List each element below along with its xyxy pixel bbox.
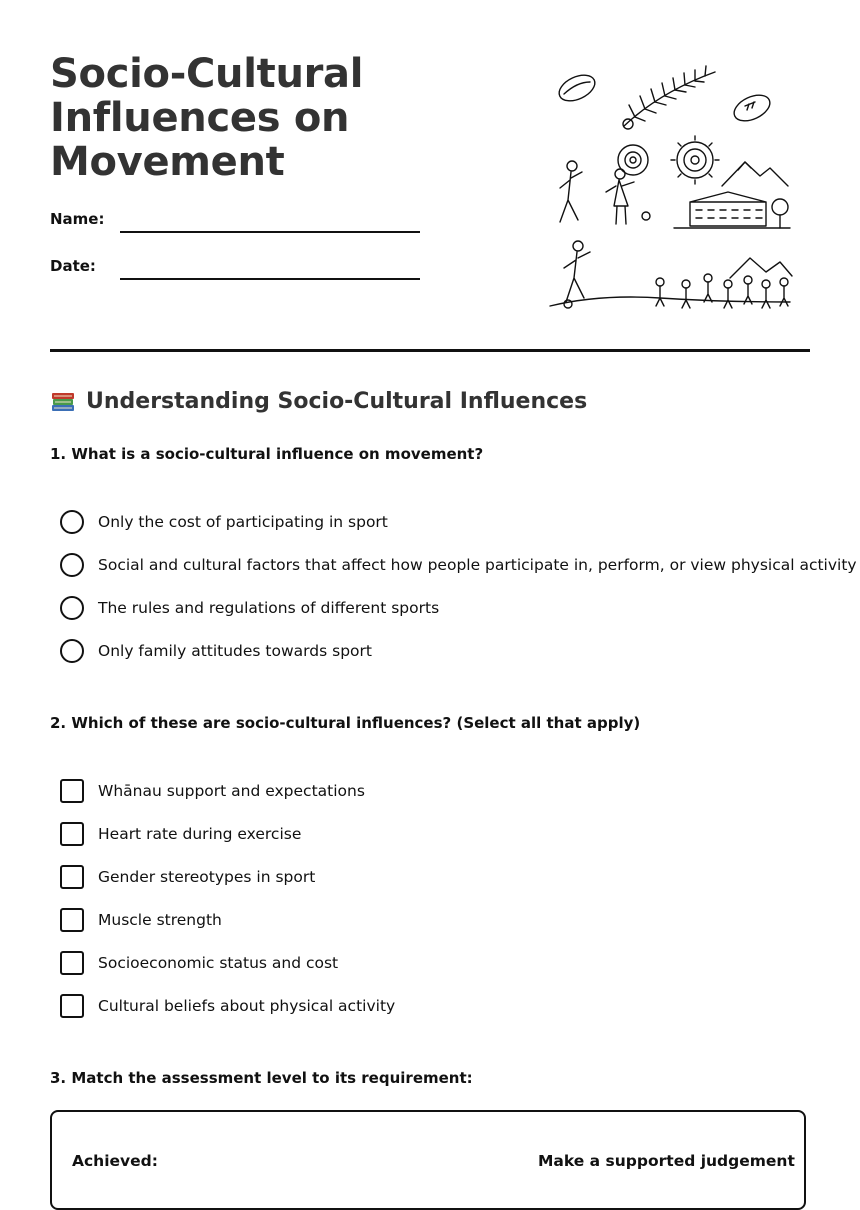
checkbox[interactable] xyxy=(60,951,84,975)
silver-fern-icon xyxy=(623,66,715,129)
date-label: Date: xyxy=(50,257,96,275)
option-label: Gender stereotypes in sport xyxy=(98,868,316,886)
q1-option[interactable] xyxy=(60,553,857,577)
q1-option[interactable] xyxy=(60,510,388,534)
question-1: 1. What is a socio-cultural influence on movement? xyxy=(50,445,484,463)
koru-medallion-icon xyxy=(618,145,648,175)
match-right-item[interactable]: Make a supported judgement xyxy=(538,1152,795,1170)
checkbox[interactable] xyxy=(60,822,84,846)
divider xyxy=(50,349,810,352)
match-left-item[interactable]: Achieved: xyxy=(72,1152,158,1170)
option-label: Muscle strength xyxy=(98,911,222,929)
rugby-ball-icon xyxy=(555,70,599,106)
option-label: Social and cultural factors that affect how people participate in, perform, or view physical activity xyxy=(98,556,857,574)
option-label: Only family attitudes towards sport xyxy=(98,642,372,660)
children-group-icon xyxy=(656,274,788,308)
hiking-person-icon xyxy=(564,241,590,308)
soccer-ball-icon xyxy=(642,212,650,220)
question-3: 3. Match the assessment level to its requirement: xyxy=(50,1069,473,1087)
option-label: Whānau support and expectations xyxy=(98,782,365,800)
checkbox[interactable] xyxy=(60,779,84,803)
q2-option[interactable] xyxy=(60,822,301,846)
radio-button[interactable] xyxy=(60,596,84,620)
checkbox[interactable] xyxy=(60,865,84,889)
option-label: Only the cost of participating in sport xyxy=(98,513,388,531)
koru-medallion-icon xyxy=(671,136,719,184)
rugby-ball-icon xyxy=(730,90,774,126)
section-heading xyxy=(50,388,587,414)
sports-illustration xyxy=(540,62,800,314)
q1-option[interactable] xyxy=(60,639,372,663)
q2-option[interactable] xyxy=(60,951,338,975)
question-2: 2. Which of these are socio-cultural influences? (Select all that apply) xyxy=(50,714,641,732)
section-title: Understanding Socio-Cultural Influences xyxy=(86,388,588,414)
mountains-icon xyxy=(722,162,788,186)
name-field[interactable] xyxy=(120,231,420,233)
option-label: The rules and regulations of different sports xyxy=(98,599,440,617)
books-icon xyxy=(50,388,76,414)
option-label: Socioeconomic status and cost xyxy=(98,954,339,972)
option-label: Cultural beliefs about physical activity xyxy=(98,997,396,1015)
checkbox[interactable] xyxy=(60,908,84,932)
matching-box xyxy=(50,1110,806,1210)
running-person-icon xyxy=(560,161,582,222)
landscape-icon xyxy=(550,258,792,306)
q2-option[interactable] xyxy=(60,994,395,1018)
radio-button[interactable] xyxy=(60,639,84,663)
checkbox[interactable] xyxy=(60,994,84,1018)
dancer-icon xyxy=(606,169,634,224)
q2-option[interactable] xyxy=(60,865,315,889)
date-field[interactable] xyxy=(120,278,420,280)
option-label: Heart rate during exercise xyxy=(98,825,302,843)
q2-option[interactable] xyxy=(60,908,222,932)
tree-icon xyxy=(772,199,788,228)
q2-option[interactable] xyxy=(60,779,365,803)
name-label: Name: xyxy=(50,210,105,228)
radio-button[interactable] xyxy=(60,553,84,577)
radio-button[interactable] xyxy=(60,510,84,534)
page-title: Socio-Cultural Influences on Movement xyxy=(50,51,364,185)
q1-option[interactable] xyxy=(60,596,439,620)
